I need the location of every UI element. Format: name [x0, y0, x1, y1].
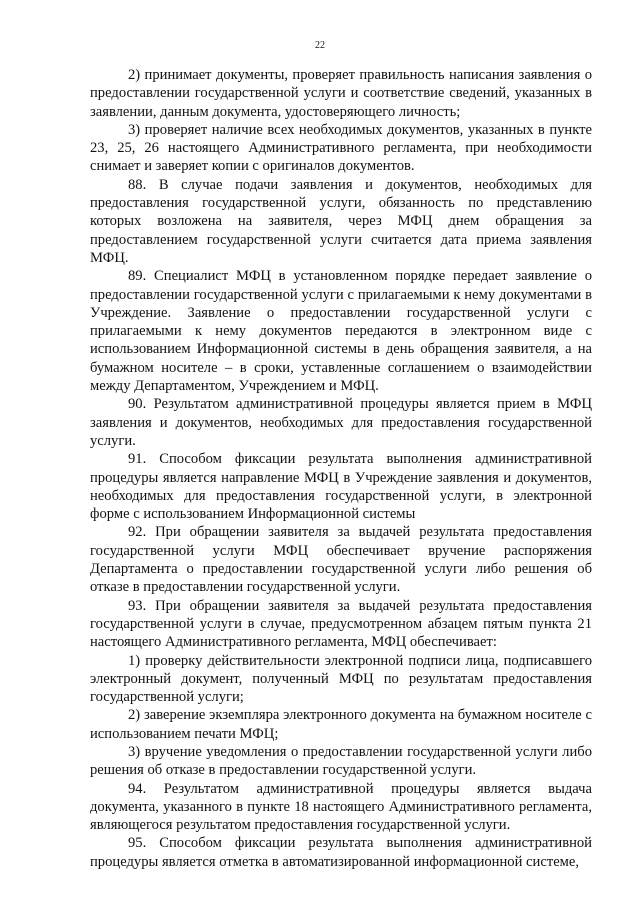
paragraph-90: 90. Результатом административной процедуры является прием в МФЦ заявления и документов, необходимых для предоставления государственной услуги. [90, 396, 592, 449]
paragraph-item-3: 3) проверяет наличие всех необходимых документов, указанных в пункте 23, 25, 26 настоящего Административного регламента, при необходимости снимает и заверяет копии с оригиналов документов. [90, 121, 592, 175]
page-number: 22 [315, 40, 325, 51]
paragraph-89: 89. Специалист МФЦ в установленном порядке передает заявление о предоставлении государственной услуги с прилагаемыми к нему документами в Учреждение. Заявление о предоставлении государственной услуги с прилагаемыми к нему документов передаются в электронном виде с использованием Информационной системы в день обращения заявителя, а на бумажном носителе – в сроки, уставленные соглашением о взаимодействии между Департаментом, Учреждением и МФЦ. [90, 268, 592, 395]
paragraph-93: 93. При обращении заявителя за выдачей результата предоставления государственной услуги в случае, предусмотренном абзацем пятым пункта 21 настоящего Административного регламента, МФЦ обеспечивает: [90, 597, 592, 651]
paragraph-88: 88. В случае подачи заявления и документов, необходимых для предоставления государственной услуги, обязанность по представлению которых возложена на заявителя, через МФЦ днем обращения за предоставлением государственной услуги считается дата приема заявления МФЦ. [90, 176, 592, 266]
paragraph-94: 94. Результатом административной процедуры является выдача документа, указанного в пункте 18 настоящего Административного регламента, являющегося результатом предоставления государственной услуги. [90, 780, 592, 834]
paragraph-93-item-3: 3) вручение уведомления о предоставлении государственной услуги либо решения об отказе в предоставлении государственной услуги. [90, 743, 592, 779]
paragraph-91: 91. Способом фиксации результата выполнения административной процедуры является направление МФЦ в Учреждение заявления и документов, необходимых для предоставления государственной услуги, в электронной форме с использованием Информационной системы [90, 451, 592, 523]
paragraph-item-2: 2) принимает документы, проверяет правильность написания заявления о предоставлении государственной услуги и соответствие сведений, указанных в заявлении, данным документа, удостоверяющего личность; [90, 67, 592, 120]
paragraph-93-item-1: 1) проверку действительности электронной подписи лица, подписавшего электронный документ, полученный МФЦ по результатам предоставления государственной услуги; [90, 652, 592, 706]
paragraph-93-item-2: 2) заверение экземпляра электронного документа на бумажном носителе с использованием печати МФЦ; [90, 707, 592, 742]
document-body [90, 66, 592, 871]
paragraph-95: 95. Способом фиксации результата выполнения административной процедуры является отметка в автоматизированной информационной системе, [90, 835, 592, 870]
paragraph-92: 92. При обращении заявителя за выдачей результата предоставления государственной услуги МФЦ обеспечивает вручение распоряжения Департамента о предоставлении государственной услуги либо решения об отказе в предоставлении государственной услуги. [90, 524, 592, 596]
